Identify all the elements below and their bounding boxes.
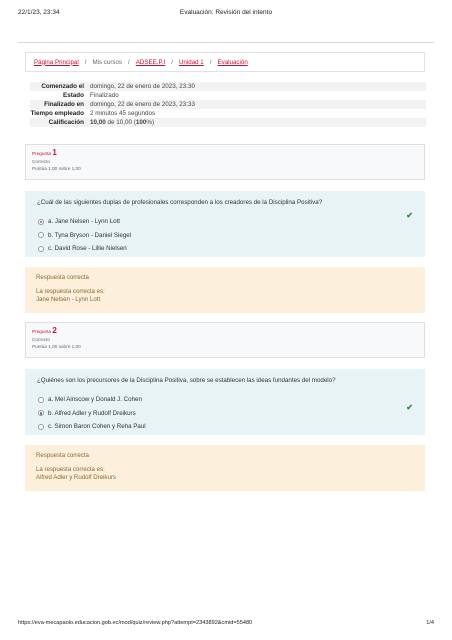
question-grade: Puntúa 1,00 sobre 1,00 xyxy=(32,344,81,349)
question-number xyxy=(32,327,418,336)
question-state: Correcto xyxy=(32,158,50,164)
feedback-intro: La respuesta correcta es: xyxy=(36,287,105,295)
summary-value: domingo, 22 de enero de 2023, 23:33 xyxy=(90,101,196,108)
summary-value: Finalizado xyxy=(90,92,119,99)
question-info xyxy=(25,322,425,358)
answer-label: a. Mel Ainscow y Donald J. Cohen xyxy=(48,396,142,404)
summary-row xyxy=(30,91,426,100)
breadcrumb-separator: / xyxy=(84,58,87,66)
summary-row xyxy=(30,118,426,127)
answer-option[interactable] xyxy=(37,229,413,243)
grade-mid: de 10,00 ( xyxy=(105,119,136,126)
feedback-answer: Alfred Adler y Rudolf Dreikurs xyxy=(36,474,116,482)
radio-icon[interactable] xyxy=(38,219,44,225)
summary-label: Calificación xyxy=(48,119,84,126)
summary-value: domingo, 22 de enero de 2023, 23:30 xyxy=(90,83,196,90)
answer-label: c. David Rose - Lillie Nielsen xyxy=(48,245,127,253)
print-date: 22/1/23, 23:34 xyxy=(18,9,60,16)
answer-option[interactable] xyxy=(37,242,413,256)
answer-option[interactable] xyxy=(37,215,413,229)
question-grade: Puntúa 1,00 sobre 1,00 xyxy=(32,166,81,171)
breadcrumb-separator: / xyxy=(171,58,173,66)
feedback-title: Respuesta correcta xyxy=(36,274,89,281)
breadcrumb-home-link[interactable]: Página Principal xyxy=(34,58,79,66)
page-url: https://eva-mecapaolo.educacion.gob.ec/mod/quiz/review.php?attempt=2343892&cmid=55480 xyxy=(18,620,253,626)
summary-label: Comenzado el xyxy=(41,83,84,90)
feedback-box xyxy=(25,267,425,313)
grade-score: 10,00 xyxy=(90,119,106,126)
answer-option[interactable] xyxy=(37,393,413,407)
feedback-box xyxy=(25,445,425,491)
question-number-value: 1 xyxy=(52,148,57,157)
breadcrumb-course-link[interactable]: ADSEE.P.I xyxy=(135,58,166,66)
summary-row xyxy=(30,109,426,118)
question-prefix: Pregunta xyxy=(32,329,53,334)
breadcrumb-separator: / xyxy=(128,58,130,66)
answer-label: c. Simon Baron Cohen y Reha Paul xyxy=(48,423,146,431)
question-info xyxy=(25,144,425,180)
radio-icon[interactable] xyxy=(38,410,44,416)
grade-percent: 100 xyxy=(135,119,147,126)
answer-option[interactable] xyxy=(37,407,413,421)
grade-end: %) xyxy=(146,119,155,126)
feedback-answer: Jane Nelsen - Lynn Lott xyxy=(36,296,101,304)
question-number xyxy=(32,149,418,158)
page-number: 1/4 xyxy=(426,620,434,626)
print-header xyxy=(18,9,434,21)
answer-label: b. Alfred Adler y Rudolf Dreikurs xyxy=(48,409,136,417)
question-state: Correcto xyxy=(32,336,50,342)
answer-option[interactable] xyxy=(37,420,413,434)
question-formulation xyxy=(25,191,425,257)
summary-label: Estado xyxy=(63,92,84,99)
breadcrumb-unit-link[interactable]: Unidad 1 xyxy=(178,58,204,66)
summary-value: 2 minutos 45 segundos xyxy=(90,110,156,117)
divider xyxy=(18,42,434,43)
check-icon: ✔ xyxy=(406,403,413,412)
answer-label: b. Tyna Bryson - Daniel Siegel xyxy=(48,231,132,239)
radio-icon[interactable] xyxy=(38,397,44,403)
summary-label: Finalizado en xyxy=(44,101,84,108)
summary-row xyxy=(30,100,426,109)
question-text: ¿Cuál de las siguientes duplas de profesionales corresponden a los creadores de la Disciplina Positiva? xyxy=(37,199,323,206)
answer-label: a. Jane Nelsen - Lynn Lott xyxy=(48,218,121,226)
attempt-summary-table xyxy=(30,82,426,127)
question-prefix: Pregunta xyxy=(32,151,53,156)
question-text: ¿Quiénes son los precursores de la Disciplina Positiva, sobre se establecen las ideas fundantes del modelo? xyxy=(37,377,336,384)
feedback-title: Respuesta correcta xyxy=(36,452,89,459)
radio-icon[interactable] xyxy=(38,246,44,252)
breadcrumb-separator: / xyxy=(209,58,212,66)
summary-label: Tiempo empleado xyxy=(30,110,84,117)
print-title: Evaluación: Revisión del intento xyxy=(179,9,273,16)
question-formulation xyxy=(25,369,425,435)
breadcrumb xyxy=(25,52,425,72)
radio-icon[interactable] xyxy=(38,232,44,238)
check-icon: ✔ xyxy=(406,211,413,220)
summary-value xyxy=(90,118,154,127)
breadcrumb-courses: Mis cursos xyxy=(92,58,123,66)
radio-icon[interactable] xyxy=(38,424,44,430)
breadcrumb-quiz-link[interactable]: Evaluación xyxy=(217,58,248,66)
question-number-value: 2 xyxy=(52,326,57,335)
feedback-intro: La respuesta correcta es: xyxy=(36,465,105,473)
summary-row xyxy=(30,82,426,91)
